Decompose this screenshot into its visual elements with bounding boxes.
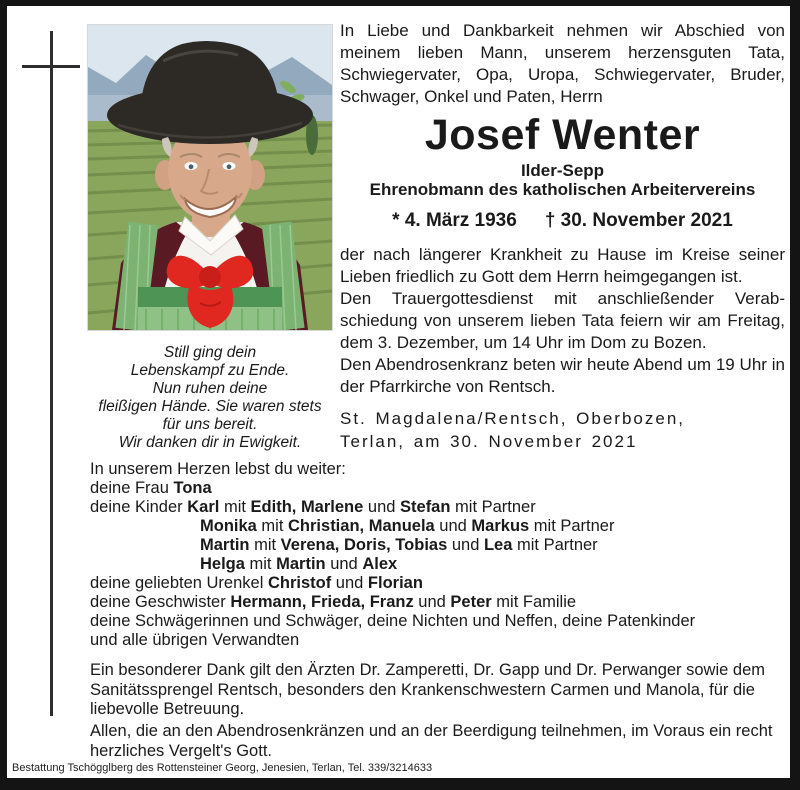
poem-line: Lebenskampf zu Ende.	[130, 362, 290, 379]
nickname: Ilder-Sepp	[520, 161, 605, 180]
death-date: † 30. November 2021	[544, 210, 733, 231]
poem-line: Nun ruhen deine	[152, 380, 268, 397]
announcement-paragraphs	[340, 244, 785, 398]
family-line: Martin mit Verena, Doris, Tobias und Lea mit Partner	[200, 536, 598, 554]
family-line: Helga mit Martin und Alex	[200, 555, 398, 573]
rosary-paragraph: Den Abendrosenkranz beten wir heute Abend um 19 Uhr in der Pfarrkirche von Rentsch.	[340, 355, 785, 396]
thanks-paragraph: Ein besonderer Dank gilt den Ärzten Dr. Zamperetti, Dr. Gapp und Dr. Perwanger sowie dem Sanitätssprengel Rentsch, besonders den Krankenschwestern Carmen und Manola, für die liebevolle Betreuung.	[90, 661, 765, 718]
poem-line: für uns bereit.	[162, 416, 258, 433]
poem-line: fleißigen Hände. Sie waren stets	[98, 398, 322, 415]
passing-paragraph: der nach längerer Krankheit zu Hause im Kreise seiner Lieben friedlich zu Gott dem Herrn heimgegangen ist.	[340, 245, 785, 286]
funeral-home-footer: Bestattung Tschögglberg des Rottensteiner Georg, Jenesien, Terlan, Tel. 339/3214633	[12, 762, 433, 774]
family-line: deine Frau Tona	[90, 479, 212, 497]
attendance-paragraph: Allen, die an den Abendrosenkränzen und an der Beerdigung teilnehmen, im Voraus ein recht herzliches Vergelt's Gott.	[90, 722, 773, 760]
honorific-title: Ehrenobmann des katholischen Arbeitervereins	[369, 180, 756, 199]
place-date-line: St. Magdalena/Rentsch, Oberbozen,	[340, 409, 685, 428]
poem-line: Wir danken dir in Ewigkeit.	[118, 434, 302, 451]
announcement-column	[340, 20, 785, 453]
family-line: deine Kinder Karl mit Edith, Marlene und Stefan mit Partner	[90, 498, 536, 516]
place-date-line: Terlan, am 30. November 2021	[340, 432, 638, 451]
portrait-photo	[88, 25, 332, 330]
family-line: deine Geschwister Hermann, Frieda, Franz und Peter mit Familie	[90, 593, 577, 611]
family-line: deine Schwägerinnen und Schwäger, deine Nichten und Neffen, deine Patenkinder	[90, 612, 696, 630]
life-dates	[340, 210, 785, 232]
family-line: deine geliebten Urenkel Christof und Florian	[90, 574, 423, 592]
family-line: und alle übrigen Verwandten	[90, 631, 300, 649]
family-heading: In unserem Herzen lebst du weiter:	[90, 460, 346, 478]
memorial-poem	[62, 344, 358, 452]
portrait-illustration	[88, 25, 332, 330]
place-date-block	[340, 407, 785, 453]
family-line: Monika mit Christian, Manuela und Markus mit Partner	[200, 517, 615, 535]
memorial-cross-icon	[22, 31, 82, 719]
deceased-name: Josef Wenter	[424, 111, 701, 159]
intro-text: In Liebe und Dankbarkeit nehmen wir Abschied von meinem lieben Mann, unserem herzensguten Tata, Schwiegervater, Opa, Uropa, Schwiegervater, Bruder, Schwager, Onkel und Paten, Herrn	[340, 21, 785, 106]
poem-line: Still ging dein	[163, 344, 257, 361]
family-list	[90, 460, 790, 650]
service-paragraph: Den Trauergottesdienst mit anschließender Verabschiedung von unserem lieben Tata feiern wir am Freitag, dem 3. Dezember, um 14 Uhr im Dom zu Bozen.	[340, 289, 785, 352]
birth-date: * 4. März 1936	[392, 210, 517, 231]
